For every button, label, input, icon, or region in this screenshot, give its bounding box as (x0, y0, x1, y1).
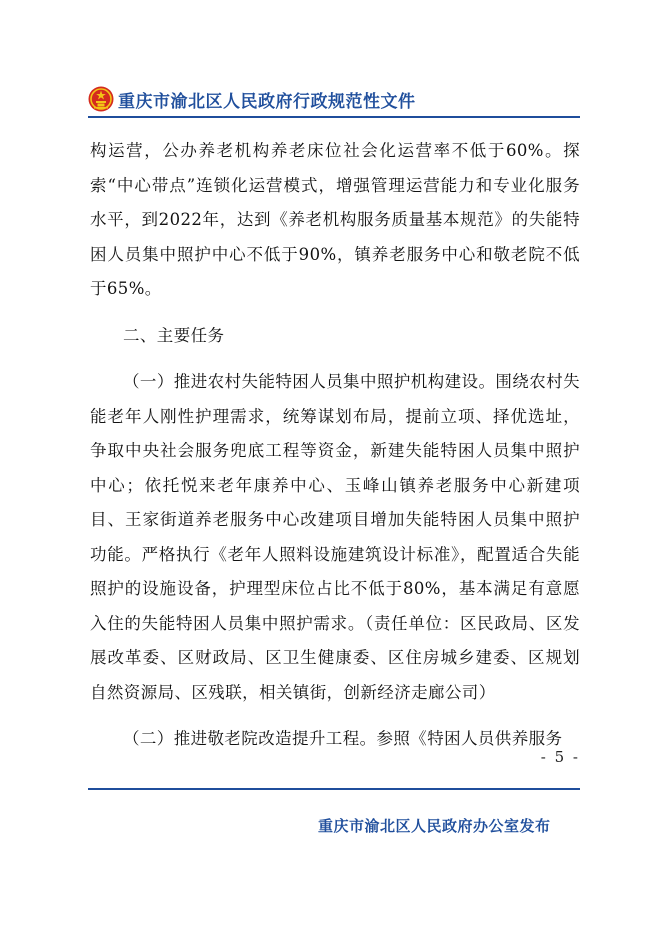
document-body (90, 134, 580, 757)
header-divider (88, 116, 580, 118)
page-number: - 5 - (540, 748, 580, 766)
paragraph-continuation: 构运营，公办养老机构养老床位社会化运营率不低于60%。探索“中心带点”连锁化运营模式，增强管理运营能力和专业化服务水平，到2022年，达到《养老机构服务质量基本规范》的失能特困人员集中照护中心不低于90%，镇养老服务中心和敬老院不低于65%。 (90, 141, 580, 298)
section-heading: 二、主要任务 (123, 325, 225, 345)
paragraph-task-2: （二）推进敬老院改造提升工程。参照《特困人员供养服务 (123, 729, 563, 748)
document-header (88, 84, 580, 116)
paragraph-task-1: （一）推进农村失能特困人员集中照护机构建设。围绕农村失能老年人刚性护理需求，统筹谋划布局，提前立项、择优选址，争取中央社会服务兜底工程等资金，新建失能特困人员集中照护中心；依托悦来老年康养中心、玉峰山镇养老服务中心新建项目、王家街道养老服务中心改建项目增加失能特困人员集中照护功能。严格执行《老年人照料设施建筑设计标准》，配置适合失能照护的设施设备，护理型床位占比不低于80%，基本满足有意愿入住的失能特困人员集中照护需求。（责任单位：区民政局、区发展改革委、区财政局、区卫生健康委、区住房城乡建委、区规划自然资源局、区残联，相关镇街，创新经济走廊公司） (90, 372, 580, 702)
header-title: 重庆市渝北区人民政府行政规范性文件 (118, 92, 416, 112)
footer-publisher: 重庆市渝北区人民政府办公室发布 (318, 817, 551, 835)
national-emblem-icon (88, 86, 114, 112)
footer-divider (88, 788, 580, 790)
